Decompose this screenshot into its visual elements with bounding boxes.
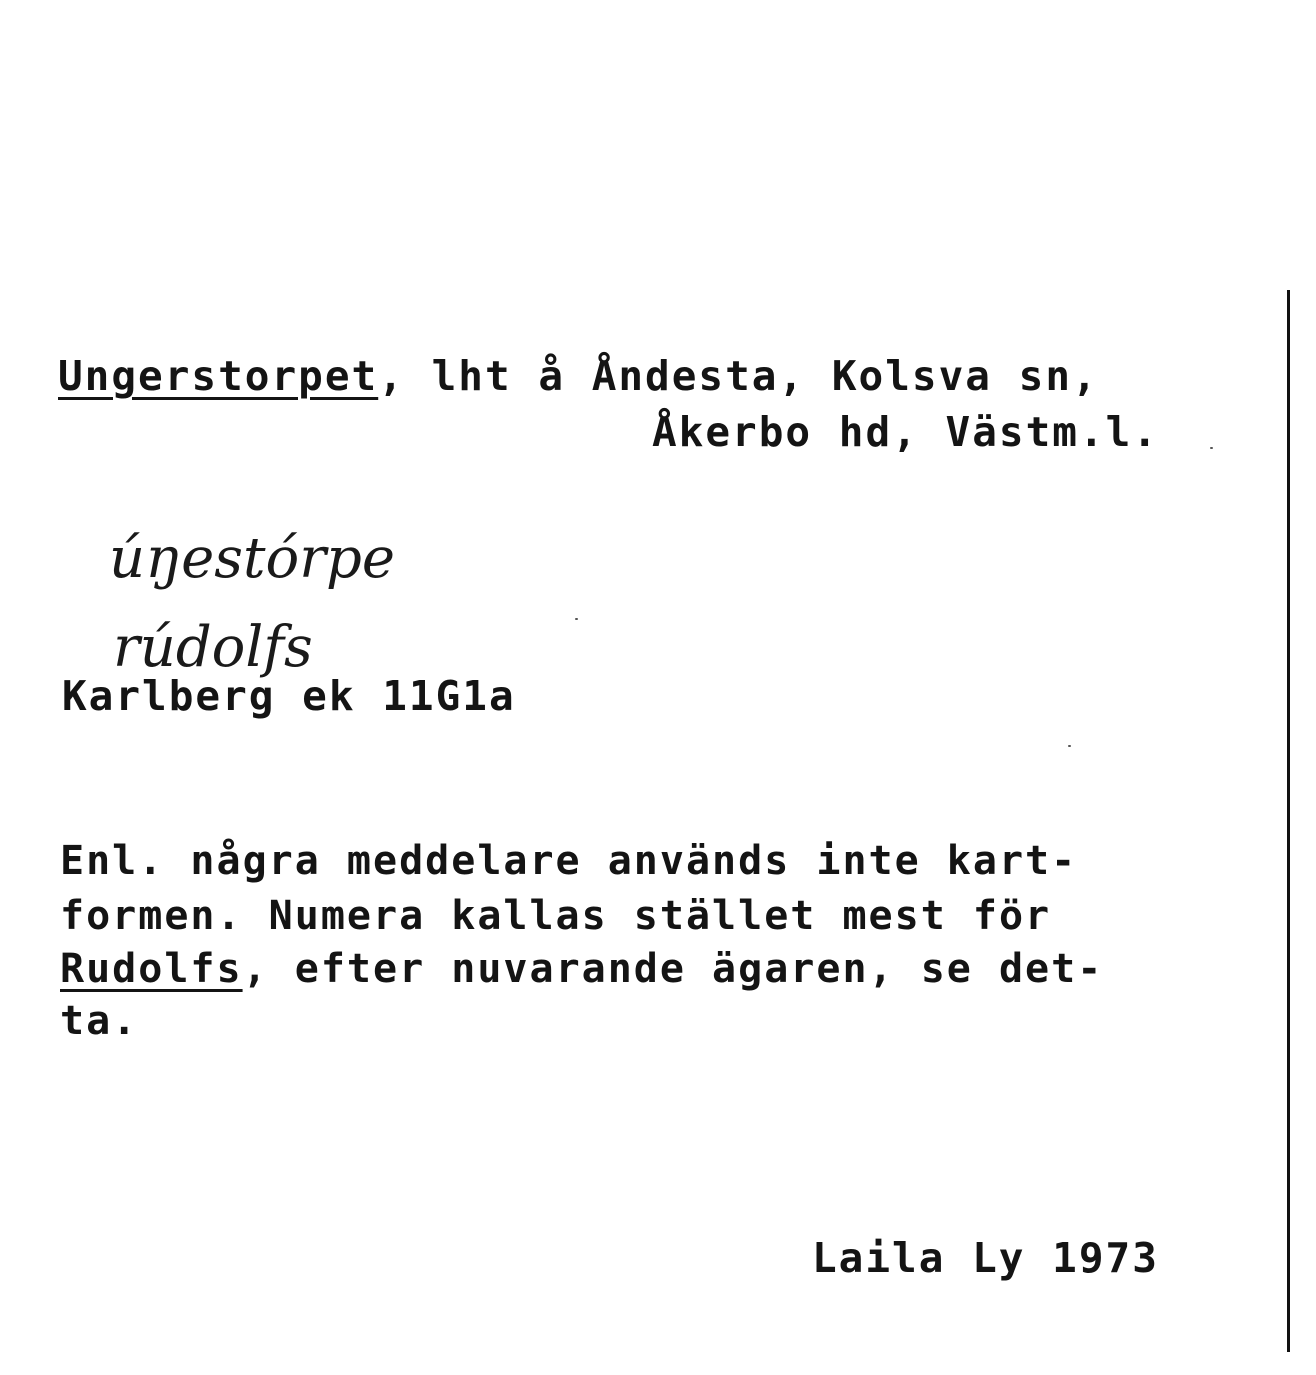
note-line-3-rest: , efter nuvarande ägaren, se det- bbox=[242, 946, 1104, 992]
scan-speck bbox=[1068, 745, 1071, 747]
header-line-1 bbox=[58, 352, 1099, 400]
svg-text:úŋestórpe: úŋestórpe bbox=[108, 526, 395, 591]
note-line-1: Enl. några meddelare används inte kart- bbox=[60, 838, 1078, 884]
signature: Laila Ly 1973 bbox=[812, 1234, 1159, 1282]
source-reference: Karlberg ek 11G1a bbox=[62, 672, 516, 720]
referenced-name: Rudolfs bbox=[60, 946, 243, 992]
svg-text:rúdolfs: rúdolfs bbox=[112, 615, 313, 680]
scan-speck bbox=[1210, 447, 1213, 449]
card-right-edge bbox=[1287, 290, 1290, 1352]
location-text: , lht å Åndesta, Kolsva sn, bbox=[378, 352, 1099, 400]
scan-speck bbox=[575, 618, 578, 620]
note-line-4: ta. bbox=[60, 998, 139, 1044]
note-line-3 bbox=[60, 946, 1103, 992]
header-line-2: Åkerbo hd, Västm.l. bbox=[652, 408, 1159, 456]
note-line-2: formen. Numera kallas stället mest för bbox=[60, 893, 1052, 939]
place-name: Ungerstorpet bbox=[58, 352, 379, 400]
